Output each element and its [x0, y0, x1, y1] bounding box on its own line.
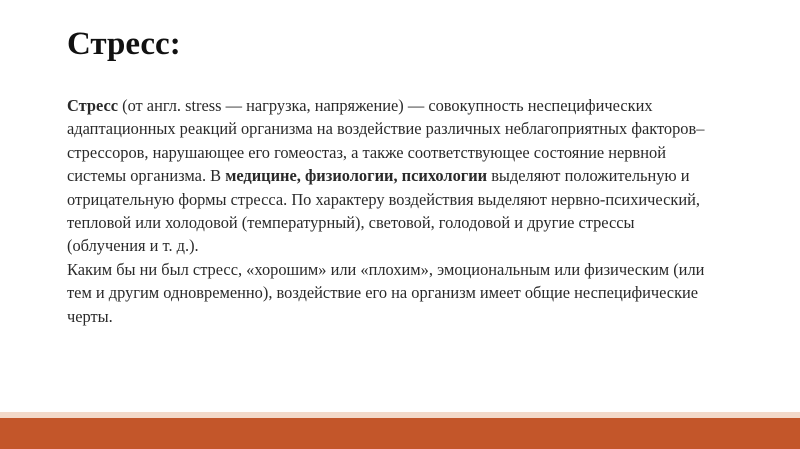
slide-body — [67, 94, 707, 328]
paragraph-definition — [67, 94, 707, 258]
slide-title: Стресс: — [67, 26, 181, 62]
footer-accent-bar — [0, 418, 800, 449]
paragraph-general: Каким бы ни был стресс, «хорошим» или «плохим», эмоциональным или физическим (или тем и другим одновременно), воздействие его на организм имеет общие неспецифические черты. — [67, 259, 705, 326]
fields-highlight: медицине, физиологии, психологии — [225, 166, 488, 186]
definition-text-b: выделяют положительную и отрицательную формы стресса. По характеру воздействия выделяют нервно-психический, тепловой или холодовой (температурный), световой, голодовой и другие стрессы (облучения и т. д.). — [67, 166, 700, 256]
term-stress: Стресс — [67, 96, 119, 115]
definition-text-a: (от англ. stress — нагрузка, напряжение) — совокупность неспецифических адаптационных реакций организма на воздействие различных неблагоприятных факторов–стрессоров, нарушающее его гомеостаз, а также соответствующее состояние нервной системы организма. В — [67, 96, 705, 186]
